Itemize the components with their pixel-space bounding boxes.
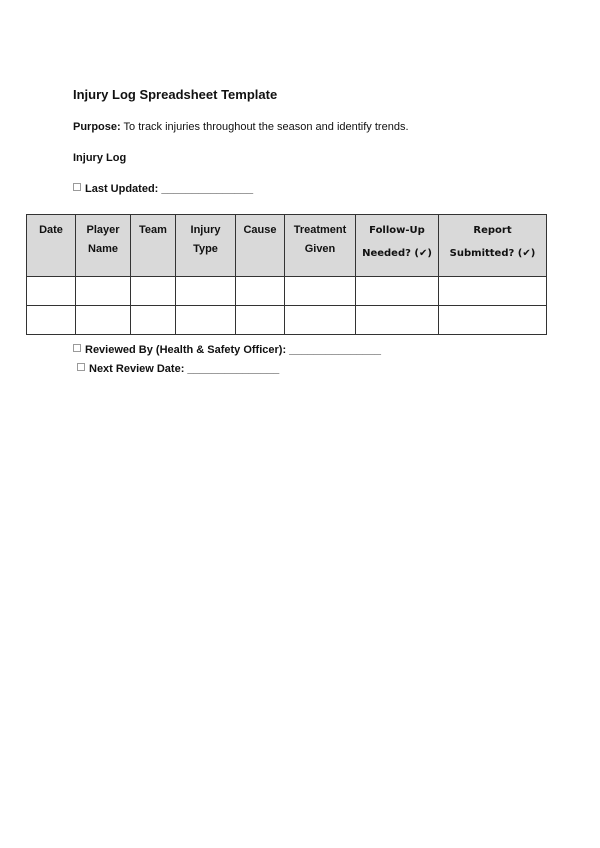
table-row	[27, 306, 547, 335]
header-report-submitted: Report Submitted? (✔)	[439, 215, 547, 277]
table-cell[interactable]	[176, 306, 236, 335]
table-cell[interactable]	[236, 306, 285, 335]
checkbox-icon[interactable]	[77, 363, 85, 371]
table-cell[interactable]	[76, 277, 131, 306]
next-review-field	[77, 363, 279, 375]
table-cell[interactable]	[27, 277, 76, 306]
table-cell[interactable]	[356, 306, 439, 335]
injury-log-table	[26, 214, 547, 335]
purpose-line	[73, 121, 409, 133]
table-header-row	[27, 215, 547, 277]
table-cell[interactable]	[27, 306, 76, 335]
table-cell[interactable]	[439, 306, 547, 335]
header-date: Date	[27, 215, 76, 277]
reviewed-by-field	[73, 344, 381, 356]
purpose-text: To track injuries throughout the season and identify trends.	[123, 121, 409, 133]
next-review-label: Next Review Date: _______________	[89, 363, 280, 375]
header-follow-up-needed: Follow-Up Needed? (✔)	[356, 215, 439, 277]
table-cell[interactable]	[285, 277, 356, 306]
header-player-name: Player Name	[76, 215, 131, 277]
header-team: Team	[131, 215, 176, 277]
last-updated-label: Last Updated: _______________	[85, 183, 254, 195]
reviewed-by-label: Reviewed By (Health & Safety Officer): _______________	[85, 344, 381, 356]
document-title: Injury Log Spreadsheet Template	[73, 87, 278, 102]
section-heading: Injury Log	[73, 152, 127, 164]
header-treatment-given: Treatment Given	[285, 215, 356, 277]
table-cell[interactable]	[285, 306, 356, 335]
checkbox-icon[interactable]	[73, 344, 81, 352]
header-injury-type: Injury Type	[176, 215, 236, 277]
table-cell[interactable]	[236, 277, 285, 306]
table-cell[interactable]	[439, 277, 547, 306]
table-cell[interactable]	[356, 277, 439, 306]
table-cell[interactable]	[131, 277, 176, 306]
last-updated-field	[73, 183, 253, 195]
table-cell[interactable]	[131, 306, 176, 335]
purpose-label: Purpose:	[73, 121, 121, 133]
table-cell[interactable]	[76, 306, 131, 335]
table-cell[interactable]	[176, 277, 236, 306]
header-cause: Cause	[236, 215, 285, 277]
table-row	[27, 277, 547, 306]
checkbox-icon[interactable]	[73, 183, 81, 191]
